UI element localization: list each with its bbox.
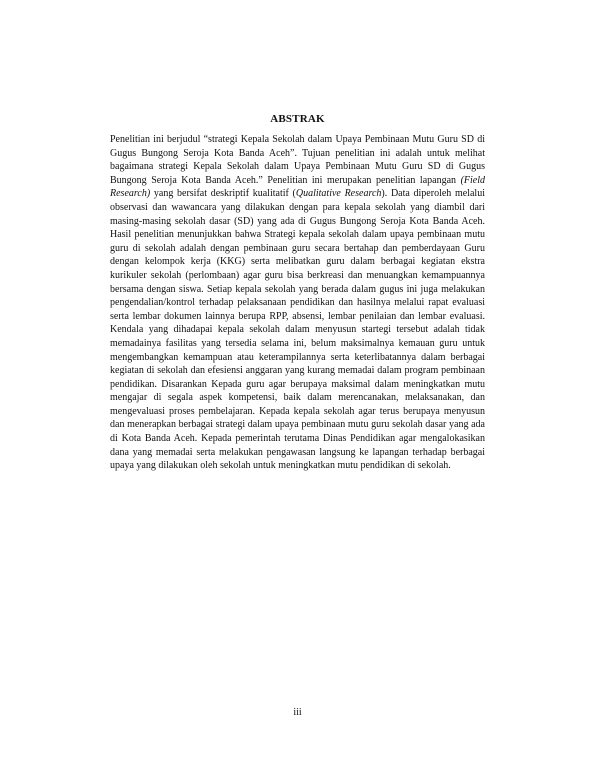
abstract-text-part-3: ). Data diperoleh melalui observasi dan wawancara yang dilakukan dengan para kepala sekolah yang diambil dari masing-masing sekolah dasar (SD) yang ada di Gugus Bungong Seroja Kota Banda Aceh. Hasil penelitian menunjukkan bahwa Strategi kepala sekolah dalam upaya pembinaan mutu guru di sekolah adalah dengan pembinaan guru secara bertahap dan pemberdayaan Guru dengan kelompok kerja (KKG) serta melibatkan guru dalam berbagai kegiatan ekstra kurikuler sekolah (perlombaan) agar guru bisa berkreasi dan menuangkan kemampuannya bersama dengan siswa. Setiap kepala sekolah yang berada dalam gugus ini juga melakukan pengendalian/kontrol terhadap pelaksanaan pendidikan dan hasilnya melalui rapat evaluasi serta lembar dokumen lainnya berupa RPP, absensi, lembar penilaian dan lembar evaluasi. Kendala yang dihadapai kepala sekolah dalam menyusun startegi tersebut adalah tidak memadainya fasilitas yang tersedia selama ini, belum maksimalnya kemauan guru untuk mengembangkan kemampuan atau keterampilannya serta keterlibatannya dalam berbagai kegiatan di sekolah dan efesiensi anggaran yang kurang memadai dalam program pembinaan pendidikan. Disarankan Kepada guru agar berupaya maksimal dalam meningkatkan mutu mengajar di segala aspek kompetensi, baik dalam merencanakan, melaksanakan, dan mengevaluasi proses pembelajaran. Kepada kepala sekolah agar terus berupaya menyusun dan menerapkan berbagai strategi dalam upaya pembinaan mutu guru sekolah dasar yang ada di Kota Banda Aceh. Kepada pemerintah terutama Dinas Pendidikan agar mengalokasikan dana yang memadai serta melakukan pengawasan langsung ke lapangan terhadap berbagai upaya yang dilakukan oleh sekolah untuk meningkatkan mutu pendidikan di sekolah. bbox=[110, 188, 485, 472]
field-research-term: (Field Research) bbox=[110, 174, 485, 200]
abstract-title: ABSTRAK bbox=[270, 113, 325, 125]
abstract-body bbox=[110, 133, 485, 473]
page-number: iii bbox=[293, 707, 302, 718]
abstract-text-part-2: yang bersifat deskriptif kualitatif ( bbox=[150, 188, 296, 200]
qualitative-research-term: Qualitative Research bbox=[295, 188, 382, 200]
abstract-text-part-1: Penelitian ini berjudul “strategi Kepala Sekolah dalam Upaya Pembinaan Mutu Guru SD di Gugus Bungong Seroja Kota Banda Aceh”. Tujuan penelitian ini adalah untuk melihat bagaimana strategi Kepala Sekolah dalam Upaya Pembinaan Mutu Guru SD di Gugus Bungong Seroja Kota Banda Aceh.” Penelitian ini merupakan penelitian lapangan bbox=[110, 134, 485, 186]
